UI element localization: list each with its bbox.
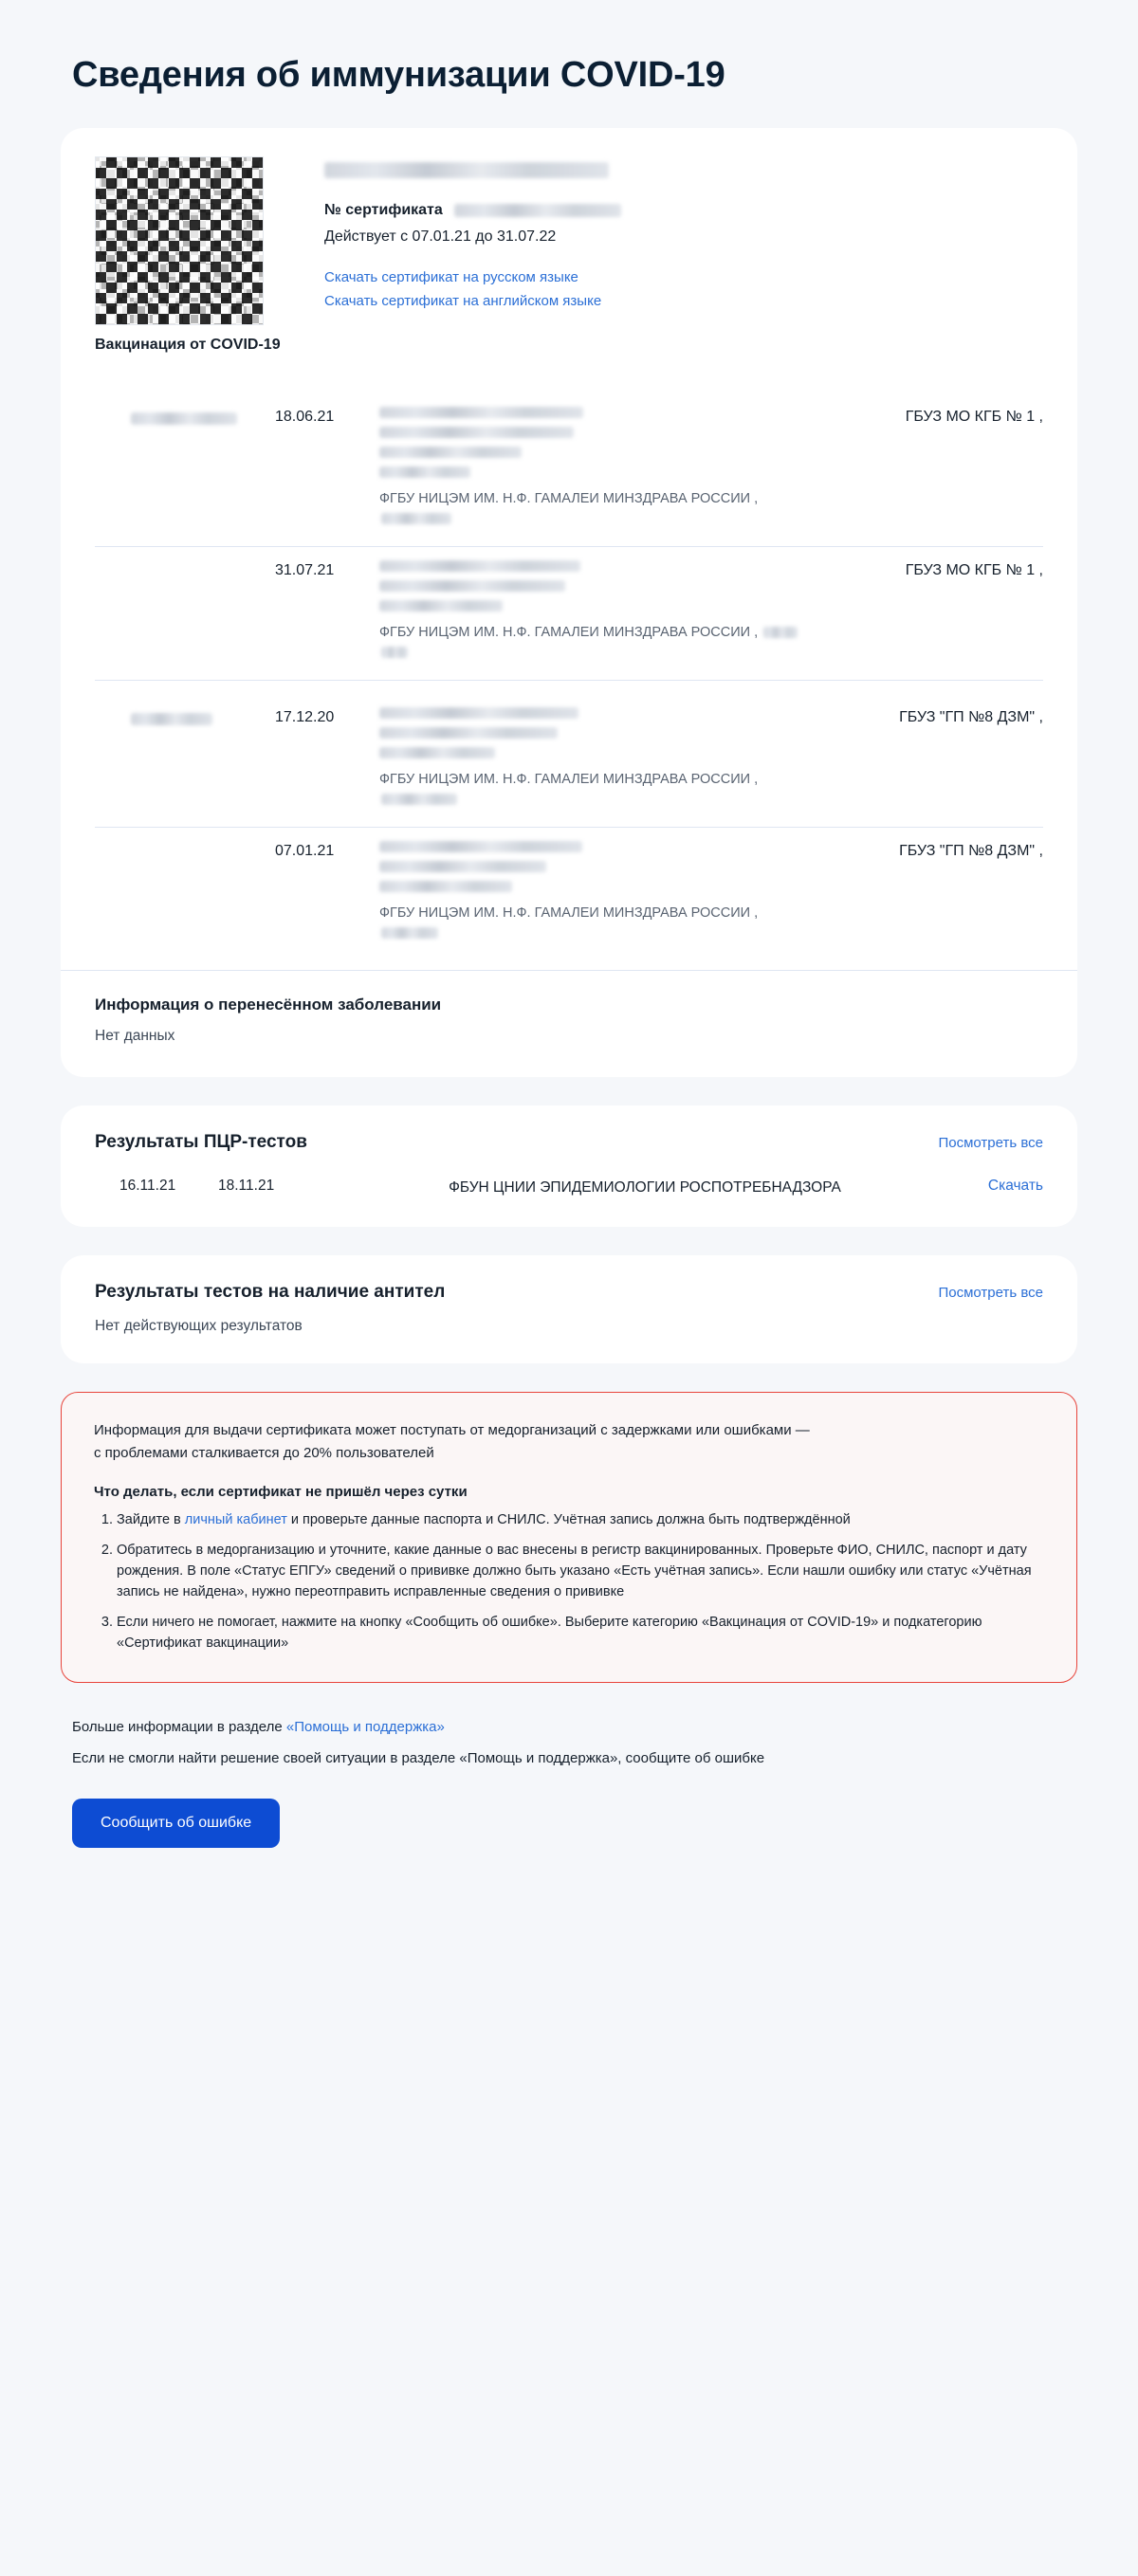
antibodies-nodata: Нет действующих результатов [95,1318,303,1334]
footer [61,1715,1077,1848]
detail-redacted [379,747,495,758]
vaccine-maker [379,770,808,810]
vaccine-maker [379,623,808,663]
warning-heading: Что делать, если сертификат не пришёл через сутки [94,1484,468,1500]
vaccination-date: 17.12.20 [275,709,335,725]
pcr-laboratory: ФБУН ЦНИИ ЭПИДЕМИОЛОГИИ РОСПОТРЕБНАДЗОРА [449,1179,841,1196]
detail-redacted [379,466,470,478]
pcr-download-link[interactable]: Скачать [987,1178,1043,1194]
warning-panel [61,1392,1077,1683]
vaccination-date: 31.07.21 [275,562,335,578]
warning-steps [94,1509,1044,1653]
personal-account-link[interactable]: личный кабинет [184,1512,287,1527]
help-support-link[interactable]: «Помощь и поддержка» [285,1719,445,1735]
vaccination-organization: ГБУЗ МО КГБ № 1 , [905,562,1043,578]
pcr-header [61,1105,1077,1157]
qr-caption: Вакцинация от COVID-19 [95,337,281,353]
vaccine-maker-text: ФГБУ НИЦЭМ ИМ. Н.Ф. ГАМАЛЕИ МИНЗДРАВА РОССИИ , [379,905,759,921]
antibodies-view-all-link[interactable]: Посмотреть все [938,1284,1043,1301]
pcr-date-result: 18.11.21 [218,1178,275,1194]
antibodies-header [61,1255,1077,1306]
vaccination-table [61,363,1077,960]
vaccination-details [379,560,835,663]
vaccine-maker [379,904,808,943]
certificate-number-redacted [454,204,621,217]
vaccination-organization: ГБУЗ МО КГБ № 1 , [905,409,1043,425]
list-item [117,1509,1044,1530]
detail-redacted [379,841,582,852]
vaccine-maker-text: ФГБУ НИЦЭМ ИМ. Н.Ф. ГАМАЛЕИ МИНЗДРАВА РОССИИ , [379,625,759,640]
maker-series-redacted [381,647,408,658]
detail-redacted [379,861,546,872]
vaccine-maker [379,489,808,529]
qr-code-image[interactable] [95,156,264,325]
maker-series-redacted [381,513,451,524]
maker-series-redacted [381,927,438,939]
immunization-card [61,128,1077,1077]
vaccination-date: 07.01.21 [275,843,335,859]
person-name-redacted [131,713,212,725]
detail-redacted [379,407,583,418]
list-item: 3. Если ничего не помогает, нажмите на кнопку «Сообщить об ошибке». Выберите категорию «Вакцинация от COVID-19» и подкатегорию «Сертификат вакцинации» [117,1612,1044,1653]
page-title: Сведения об иммунизации COVID-19 [72,55,725,95]
step1-before: Зайдите в [117,1512,185,1527]
footer-line1 [72,1715,1066,1739]
detail-redacted [379,580,565,592]
vaccination-details [379,407,835,529]
maker-series-redacted [763,627,798,638]
table-row [95,827,1043,960]
table-row [95,694,1043,827]
detail-redacted [379,447,522,458]
vaccine-maker-text: ФГБУ НИЦЭМ ИМ. Н.Ф. ГАМАЛЕИ МИНЗДРАВА РОССИИ , [379,491,759,506]
certificate-number-label: № сертификата [324,202,443,218]
pcr-title: Результаты ПЦР-тестов [95,1132,307,1152]
vaccination-organization: ГБУЗ "ГП №8 ДЗМ" , [899,709,1043,725]
step1-after: и проверьте данные паспорта и СНИЛС. Учётная запись должна быть подтверждённой [286,1512,851,1527]
footer-line1-text: Больше информации в разделе [72,1719,286,1735]
antibodies-card [61,1255,1077,1363]
pcr-date-taken: 16.11.21 [119,1178,176,1194]
illness-nodata: Нет данных [95,1028,175,1044]
detail-redacted [379,427,574,438]
warning-lead [94,1419,1044,1465]
certificate-details [281,156,621,354]
vaccination-date: 18.06.21 [275,409,335,425]
vaccination-group [95,680,1043,960]
detail-redacted [379,881,512,892]
certificate-validity: Действует с 07.01.21 до 31.07.22 [324,228,557,245]
certificate-number-row [324,197,621,224]
antibodies-title: Результаты тестов на наличие антител [95,1282,446,1302]
download-certificate-ru-link[interactable]: Скачать сертификат на русском языке [324,269,578,285]
qr-block [95,156,281,354]
vaccination-organization: ГБУЗ "ГП №8 ДЗМ" , [899,843,1043,859]
vaccination-details [379,707,835,810]
table-row [61,1157,1077,1227]
vaccination-group [95,380,1043,680]
detail-redacted [379,560,580,572]
vaccination-details [379,841,835,943]
detail-redacted [379,727,558,739]
detail-redacted [379,600,503,612]
holder-name-redacted [324,162,609,178]
certificate-summary [61,128,1077,363]
report-error-button[interactable]: Сообщить об ошибке [72,1799,280,1848]
pcr-card [61,1105,1077,1227]
table-row [95,393,1043,546]
vaccination-person [95,707,275,810]
maker-series-redacted [381,794,457,805]
detail-redacted [379,707,578,719]
table-row [95,546,1043,680]
vaccination-person [95,560,275,663]
download-certificate-en-link[interactable]: Скачать сертификат на английском языке [324,293,602,309]
pcr-view-all-link[interactable]: Посмотреть все [938,1134,1043,1151]
warning-lead-line2: с проблемами сталкивается до 20% пользователей [94,1445,434,1461]
warning-lead-line1: Информация для выдачи сертификата может поступать от медорганизаций с задержками или ошибками — [94,1422,810,1438]
vaccination-person [95,407,275,529]
person-name-redacted [131,412,237,425]
vaccination-person [95,841,275,943]
illness-section-title: Информация о перенесённом заболевании [61,970,1077,1014]
certificate-download-links [324,265,621,313]
list-item: 2. Обратитесь в медорганизацию и уточните, какие данные о вас внесены в регистр вакцинированных. Проверьте ФИО, СНИЛС, паспорт и дату рождения. В поле «Статус ЕПГУ» сведений о прививке должно быть указано «Есть учётная запись». Если нашли ошибку или статус «Учётная запись не найдена», нужно переотправить исправленные сведения о прививке [117,1540,1044,1602]
footer-line2: Если не смогли найти решение своей ситуации в разделе «Помощь и поддержка», сообщите об ошибке [72,1750,765,1766]
vaccine-maker-text: ФГБУ НИЦЭМ ИМ. Н.Ф. ГАМАЛЕИ МИНЗДРАВА РОССИИ , [379,772,759,787]
